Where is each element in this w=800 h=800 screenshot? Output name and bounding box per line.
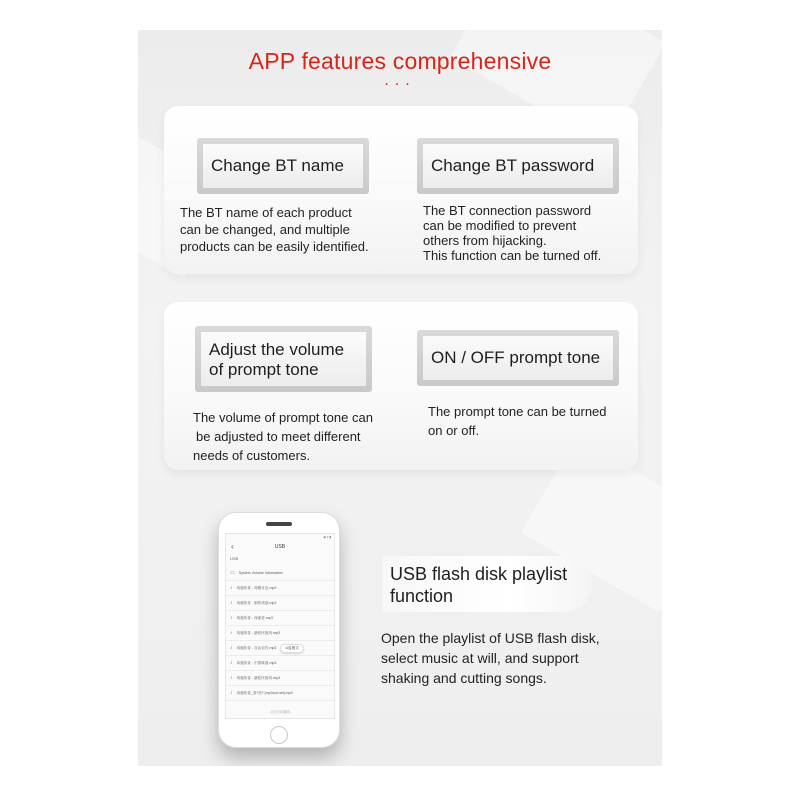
feature-badge-label: Adjust the volume [209,340,345,359]
desc-line: be adjusted to meet different [196,429,361,444]
phone-mockup [218,512,340,748]
feature-badge-volume [195,326,372,392]
list-item[interactable] [226,566,334,581]
desc-line: This function can be turned off. [423,248,602,263]
status-bar: ◉ ▾ ▮ [323,535,331,539]
item-label: 凤凰传奇 - 中国味道.mp3 [236,660,277,665]
list-item[interactable] [226,611,334,626]
feature-desc-bt-name [180,204,369,255]
feature-desc-bt-password [423,203,601,263]
list-item[interactable] [226,596,334,611]
list-item[interactable] [226,656,334,671]
page-title: APP features comprehensive [248,48,552,74]
title-dots: ... [384,72,416,89]
feature-badge-label: Change BT name [211,156,344,175]
desc-line: needs of customers. [193,448,311,463]
phone-screen [225,533,335,719]
home-button[interactable] [270,726,288,744]
desc-line: others from hijacking. [423,233,547,248]
phone-speaker [266,522,292,526]
feature-desc-prompt-tone [428,402,607,440]
feature-panel-bt [164,106,638,274]
feature-badge-bt-password [417,138,619,194]
music-note-icon: ♪ [230,645,233,651]
feature-desc-usb [381,628,600,688]
item-label: 凤凰传奇 - 荷塘月色.mp3 [236,585,277,590]
list-item[interactable] [226,641,334,656]
item-label: System Volume Information [238,571,283,575]
list-item[interactable] [226,581,334,596]
feature-badge-usb [390,563,567,607]
screen-footer[interactable]: 点击关闭播放 [269,710,291,714]
item-label: 凤凰传奇 - 自由自在.mp3 [236,645,277,650]
desc-line: can be modified to prevent [423,218,577,233]
feature-panel-prompt [164,302,638,470]
feature-desc-volume [193,408,373,465]
list-item[interactable] [226,671,334,686]
music-note-icon: ♪ [230,630,233,636]
desc-line: The volume of prompt tone can [193,410,373,425]
feature-badge-bt-name [197,138,369,194]
feature-badge-label: Change BT password [431,156,595,175]
back-icon[interactable]: ‹ [231,542,234,551]
item-label: 凤凰传奇 - 狼的诱惑.mp3 [236,600,277,605]
desc-line: The BT name of each product [180,205,352,220]
playlist [226,566,334,701]
feature-badge-label: USB flash disk playlist [390,564,568,584]
music-note-icon: ♪ [230,585,233,591]
desc-line: on or off. [428,423,480,438]
folder-icon: ▭ [230,570,235,576]
desc-line: The prompt tone can be turned [428,404,607,419]
list-item[interactable] [226,686,334,701]
mode-popup[interactable]: U盘模式 [280,644,303,653]
screen-title: USB [274,544,286,550]
desc-line: select music at will, and support [381,650,579,666]
item-label: 凤凰传奇 - 深深爱.mp3 [236,615,273,620]
feature-badge-label: of prompt tone [209,360,319,379]
music-note-icon: ♪ [230,615,233,621]
list-item[interactable] [226,626,334,641]
music-note-icon: ♪ [230,690,233,696]
feature-badge-prompt-tone [417,330,619,386]
feature-badge-label: ON / OFF prompt tone [431,348,601,367]
desc-line: The BT connection password [423,203,592,218]
desc-line: Open the playlist of USB flash disk, [381,630,600,646]
item-label: 凤凰传奇_套马杆 [mp3out.net].mp3 [236,690,293,695]
desc-line: can be changed, and multiple [180,222,350,237]
item-label: 凤凰传奇 - 最炫民族风.mp3 [236,675,281,680]
desc-line: products can be easily identified. [180,239,369,254]
desc-line: shaking and cutting songs. [381,670,547,686]
music-note-icon: ♪ [230,600,233,606]
item-label: 凤凰传奇 - 最炫民族风.mp3 [236,630,281,635]
feature-poster [138,30,662,766]
section-label: USB [230,556,239,561]
feature-badge-label: function [390,586,454,606]
music-note-icon: ♪ [230,660,233,666]
music-note-icon: ♪ [230,675,233,681]
